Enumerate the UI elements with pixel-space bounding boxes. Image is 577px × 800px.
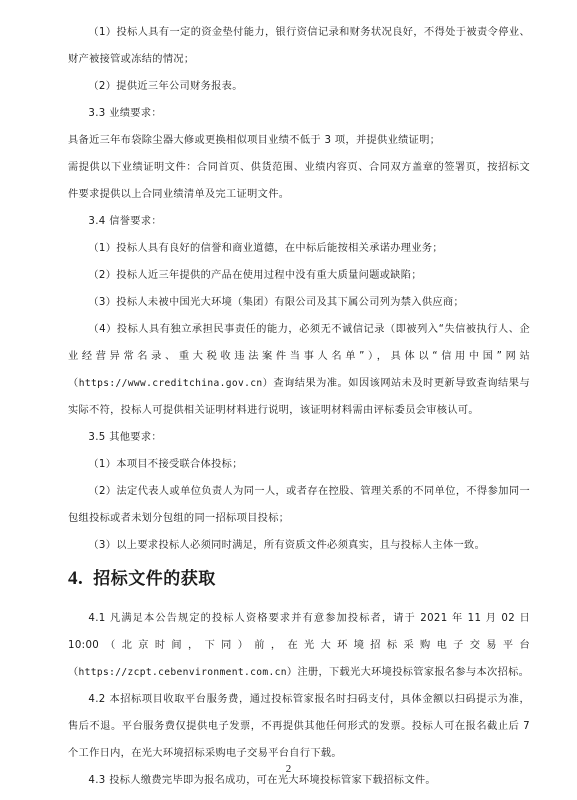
paragraph-credit-1: （1）投标人具有良好的信誉和商业道德，在中标后能按相关承诺办理业务； [88, 243, 443, 254]
paragraph-credit-4 [68, 316, 530, 424]
paragraph-4-3: 4.3 投标人缴费完毕即为报名成功，可在光大环境投标管家下载招标文件。 [88, 775, 436, 786]
paragraph-credit-2: （2）投标人近三年提供的产品在使用过程中没有重大质量问题或缺陷； [88, 270, 422, 281]
section-heading [68, 565, 530, 593]
page-number: 2 [285, 763, 292, 775]
paragraph-4-1-text-a: 4.1 凡满足本公告规定的投标人资格要求并有意参加投标者，请于 2021 年 11 月 02 日 10:00（北京时间，下同）前，在光大环境招标采购电子交易平台（ [68, 613, 530, 678]
subheading-credit: 3.4 信誉要求： [88, 216, 162, 227]
paragraph-performance-documents: 需提供以下业绩证明文件：合同首页、供货范围、业绩内容页、合同双方盖章的签署页，按招标文件要求提供以上合同业绩清单及完工证明文件。 [68, 162, 530, 200]
paragraph-other-2: （2）法定代表人或单位负责人为同一人，或者存在控股、管理关系的不同单位，不得参加同一包组投标或者未划分包组的同一招标项目投标； [68, 486, 530, 524]
credit-text-part2: ）查询结果为准。如因该网站未及时更新导致查询结果与实际不符，投标人可提供相关证明材料进行说明，该证明材料需由评标委员会审核认可。 [68, 378, 530, 416]
paragraph-financial-statements: （2）提供近三年公司财务报表。 [88, 81, 243, 92]
paragraph-financial-capacity: （1）投标人具有一定的资金垫付能力，银行资信记录和财务状况良好，不得处于被责令停业、财产被接管或冻结的情况； [68, 27, 530, 65]
section-number: 4. [68, 568, 84, 589]
credit-china-url[interactable]: https://www.creditchina.gov.cn [78, 378, 263, 389]
paragraph-credit-3: （3）投标人未被中国光大环境（集团）有限公司及其下属公司列为禁入供应商； [88, 297, 465, 308]
document-body [68, 19, 530, 794]
paragraph-other-1: （1）本项目不接受联合体投标； [88, 459, 243, 470]
subheading-other: 3.5 其他要求： [88, 432, 162, 443]
platform-url[interactable]: https://zcpt.cebenvironment.com.cn [78, 667, 287, 678]
paragraph-4-1-text-b: ）注册，下载光大环境投标管家报名参与本次招标。 [286, 667, 530, 678]
section-title: 招标文件的获取 [93, 569, 216, 589]
credit-text-part1: （4）投标人具有独立承担民事责任的能力，必须无不诚信记录（即被列入“失信被执行人、企业经营异常名录、重大税收违法案件当事人名单”），具体以“信用中国”网站（ [68, 324, 530, 389]
subheading-performance: 3.3 业绩要求： [88, 108, 162, 119]
paragraph-4-2: 4.2 本招标项目收取平台服务费，通过投标管家报名时扫码支付，具体金额以扫码提示为准，售后不退。平台服务费仅提供电子发票，不再提供其他任何形式的发票。投标人可在报名截止后 7 个工作日内，在光大环境招标采购电子交易平台自行下载。 [68, 694, 530, 759]
paragraph-performance-requirement: 具备近三年布袋除尘器大修或更换相似项目业绩不低于 3 项，并提供业绩证明； [68, 135, 441, 146]
paragraph-other-3: （3）以上要求投标人必须同时满足，所有资质文件必须真实，且与投标人主体一致。 [88, 540, 486, 551]
paragraph-4-1 [68, 605, 530, 686]
